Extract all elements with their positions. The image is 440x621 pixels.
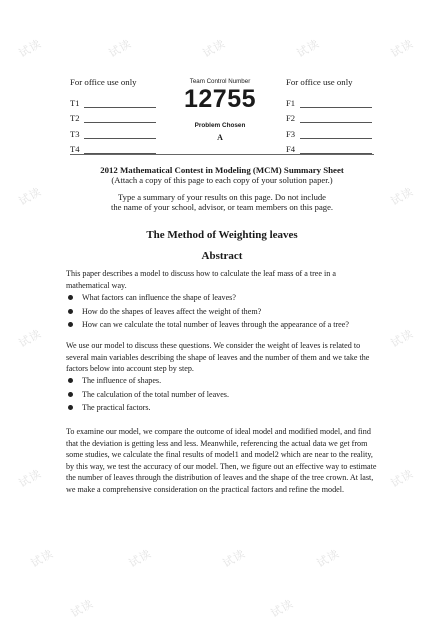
- watermark-text: 试读: [16, 466, 44, 491]
- office-field-row: [70, 92, 180, 108]
- watermark-text: 试读: [16, 326, 44, 351]
- abstract-paragraph: We use our model to discuss these questions. We consider the weight of leaves is related to several main variables describing the shape of leaves and the number of them and we take the factors below into account step by step.: [66, 341, 370, 373]
- list-item-text: The influence of shapes.: [82, 376, 162, 386]
- office-field-row: [286, 108, 396, 124]
- office-field-label: F2: [286, 113, 296, 123]
- office-field-label: T2: [70, 113, 80, 123]
- list-item: [66, 318, 378, 332]
- watermark-text: 试读: [28, 546, 56, 571]
- office-field-label: T4: [70, 144, 80, 154]
- list-item-text: How can we calculate the total number of leaves through the appearance of a tree?: [82, 320, 349, 330]
- factor-list: [66, 374, 378, 415]
- watermark-text: 试读: [294, 36, 322, 61]
- watermark-text: 试读: [68, 596, 96, 621]
- office-use-left: [70, 77, 180, 154]
- header-divider: [70, 154, 374, 155]
- office-field-line: [84, 130, 156, 139]
- list-item: [66, 401, 378, 415]
- list-item-text: How do the shapes of leaves affect the weight of them?: [82, 306, 262, 316]
- team-control-number-label: Team Control Number: [189, 78, 251, 85]
- office-field-line: [300, 114, 372, 123]
- office-use-right: [286, 77, 396, 154]
- watermark-text: 试读: [388, 36, 416, 61]
- office-field-label: F3: [286, 128, 296, 139]
- office-field-label: F1: [286, 97, 296, 108]
- office-use-title: For office use only: [70, 77, 137, 87]
- list-item: [66, 291, 378, 305]
- bullet-icon: [68, 392, 73, 397]
- office-field-row: [286, 123, 396, 139]
- office-field-line: [84, 145, 156, 154]
- instruction-line: Type a summary of your results on this page. Do not include: [118, 192, 326, 202]
- watermark-text: 试读: [106, 36, 134, 61]
- watermark-text: 试读: [126, 546, 154, 571]
- watermark-text: 试读: [16, 184, 44, 209]
- abstract-paragraph: To examine our model, we compare the outcome of ideal model and modified model, and find that the deviation is getting less and less. Meanwhile, referencing the actual data we get from some studies, we calculate the final results of model1 and model2 which are near to the reality, by this way, we test the accuracy of our model. Then, we figure out an effective way to estimate the number of leaves through the distribution of leaves and the shape of the tree crown. At last, we make a comprehensive consideration on the practical factors and refine the model.: [66, 427, 377, 494]
- office-field-line: [300, 99, 372, 108]
- team-info: [180, 78, 260, 142]
- office-field-row: [286, 92, 396, 108]
- office-field-line: [84, 114, 156, 123]
- paper-title: The Method of Weighting leaves: [146, 229, 298, 241]
- watermark-text: 试读: [388, 184, 416, 209]
- bullet-icon: [68, 322, 73, 327]
- contest-subtitle: (Attach a copy of this page to each copy of your solution paper.): [111, 175, 333, 185]
- list-item: [66, 305, 378, 319]
- office-field-line: [300, 130, 372, 139]
- list-item: [66, 388, 378, 402]
- office-field-label: F4: [286, 144, 296, 154]
- contest-title: 2012 Mathematical Contest in Modeling (MCM) Summary Sheet: [100, 165, 344, 175]
- bullet-icon: [68, 378, 73, 383]
- office-field-line: [84, 99, 156, 108]
- office-field-label: T3: [70, 128, 80, 139]
- summary-instructions: [80, 192, 364, 212]
- watermark-text: 试读: [200, 36, 228, 61]
- instruction-line: the name of your school, advisor, or team members on this page.: [110, 202, 334, 212]
- watermark-text: 试读: [220, 546, 248, 571]
- list-item-text: What factors can influence the shape of leaves?: [82, 293, 236, 303]
- office-field-row: [286, 139, 396, 155]
- bullet-icon: [68, 405, 73, 410]
- office-use-title: For office use only: [286, 77, 353, 87]
- team-control-number: 12755: [183, 85, 257, 113]
- bullet-icon: [68, 295, 73, 300]
- watermark-text: 试读: [388, 326, 416, 351]
- office-field-line: [300, 145, 372, 154]
- list-item-text: The calculation of the total number of leaves.: [82, 389, 229, 399]
- abstract-heading: Abstract: [201, 250, 243, 262]
- office-field-row: [70, 139, 180, 155]
- problem-chosen-value: A: [217, 133, 223, 142]
- office-field-row: [70, 108, 180, 124]
- list-item: [66, 374, 378, 388]
- bullet-icon: [68, 309, 73, 314]
- watermark-text: 试读: [16, 36, 44, 61]
- list-item-text: The practical factors.: [82, 403, 151, 413]
- watermark-text: 试读: [314, 546, 342, 571]
- watermark-text: 试读: [268, 596, 296, 621]
- watermark-text: 试读: [388, 466, 416, 491]
- office-field-label: T1: [70, 97, 80, 108]
- abstract-paragraph: This paper describes a model to discuss how to calculate the leaf mass of a tree in a mathematical way.: [66, 269, 336, 290]
- question-list: [66, 291, 378, 332]
- office-field-row: [70, 123, 180, 139]
- problem-chosen-label: Problem Chosen: [194, 122, 246, 129]
